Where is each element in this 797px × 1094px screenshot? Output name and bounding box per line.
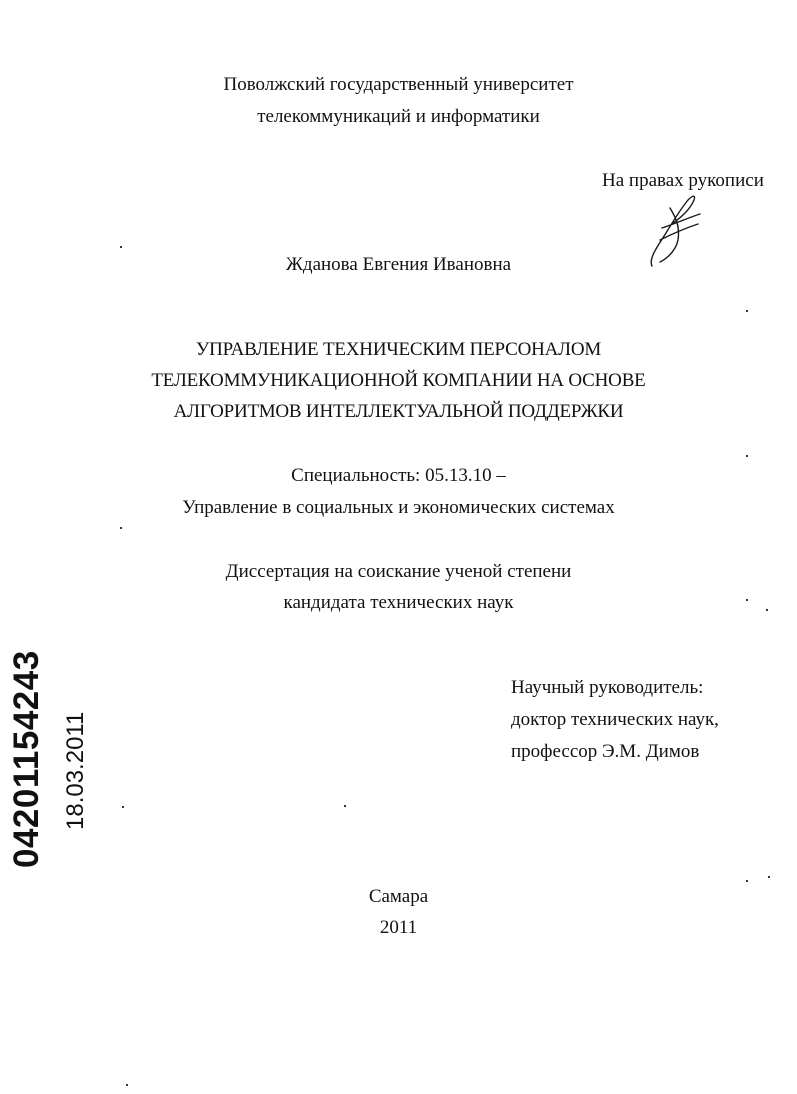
scan-speck [126,1084,128,1086]
degree-line1: Диссертация на соискание ученой степени [225,561,572,582]
supervisor-label: Научный руководитель: [511,677,704,698]
specialty-name: Управление в социальных и экономических системах [182,497,615,518]
scan-speck [746,880,748,882]
scan-speck [746,455,748,457]
library-stamp-code: 04201154243 [7,650,46,868]
title-line1: УПРАВЛЕНИЕ ТЕХНИЧЕСКИМ ПЕРСОНАЛОМ [195,339,602,360]
degree-line2: кандидата технических наук [283,592,514,613]
university-name-line1: Поволжский государственный университет [223,74,574,95]
title-line2: ТЕЛЕКОММУНИКАЦИОННОЙ КОМПАНИИ НА ОСНОВЕ [151,370,646,391]
scan-speck [122,806,124,808]
author-name: Жданова Евгения Ивановна [285,254,512,275]
scan-speck [344,805,346,807]
scan-speck [746,599,748,601]
year: 2011 [379,917,418,938]
scan-speck [120,527,122,529]
supervisor-degree: доктор технических наук, [511,709,719,730]
scan-speck [768,876,770,878]
title-line3: АЛГОРИТМОВ ИНТЕЛЛЕКТУАЛЬНОЙ ПОДДЕРЖКИ [173,401,624,422]
library-stamp-date: 18.03.2011 [62,711,89,830]
scan-speck [746,310,748,312]
manuscript-note: На правах рукописи [602,170,764,191]
scan-speck [766,609,768,611]
specialty-code: Специальность: 05.13.10 – [291,465,506,486]
university-name-line2: телекоммуникаций и информатики [257,106,540,127]
supervisor-name: профессор Э.М. Димов [511,741,700,762]
city: Самара [368,886,429,907]
scan-speck [120,246,122,248]
